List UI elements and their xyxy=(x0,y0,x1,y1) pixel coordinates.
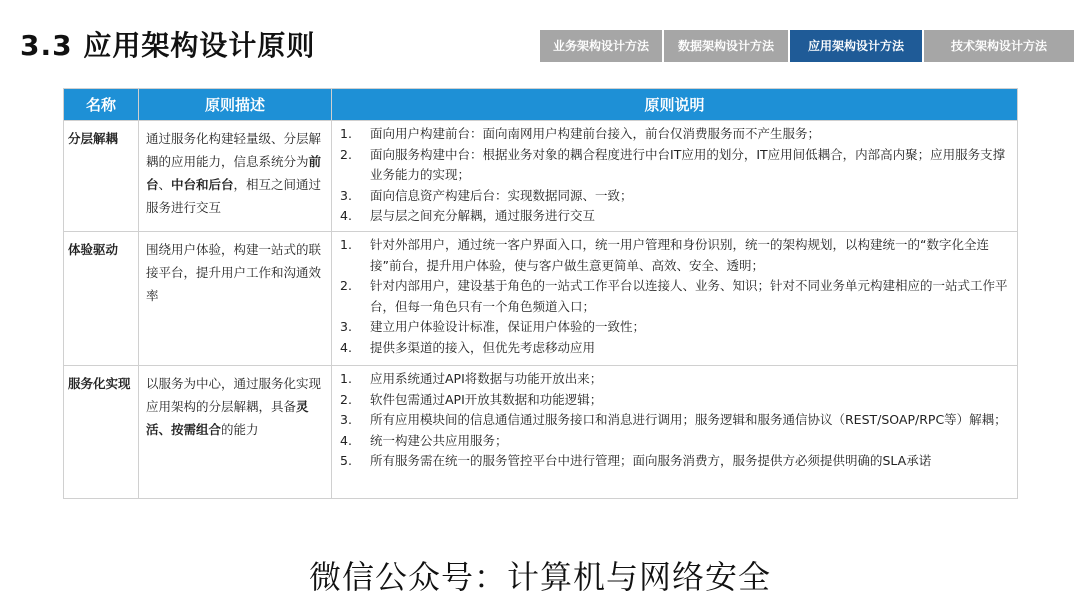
wechat-watermark: 微信公众号：计算机与网络安全 xyxy=(308,558,771,596)
item-number: 2. xyxy=(340,146,352,162)
item-number: 2. xyxy=(340,391,352,407)
item-text: 层与层之间充分解耦，通过服务进行交互 xyxy=(370,208,596,223)
tab-business-architecture[interactable]: 业务架构设计方法 xyxy=(540,30,662,62)
list-item xyxy=(340,390,1009,411)
list-item xyxy=(340,338,1009,359)
tab-technology-architecture[interactable]: 技术架构设计方法 xyxy=(924,30,1074,62)
page-title: 3.3 应用架构设计原则 xyxy=(20,29,316,62)
list-item xyxy=(340,206,1009,227)
principle-explanation xyxy=(332,366,1018,499)
principle-name: 服务化实现 xyxy=(64,366,139,499)
list-item xyxy=(340,186,1009,207)
list-item xyxy=(340,124,1009,145)
list-item xyxy=(340,369,1009,390)
item-number: 2. xyxy=(340,278,352,293)
item-text: 面向用户构建前台：面向南网用户构建前台接入，前台仅消费服务而不产生服务； xyxy=(370,126,821,141)
list-item xyxy=(340,317,1009,338)
item-number: 4. xyxy=(340,208,352,223)
description-text: 通过服务化构建轻量级、分层解耦的应用能力，信息系统分为 xyxy=(146,131,322,169)
table-row xyxy=(64,232,1018,366)
table-header-row xyxy=(64,89,1018,121)
item-text: 提供多渠道的接入，但优先考虑移动应用 xyxy=(370,339,596,355)
principle-description xyxy=(139,366,332,499)
principle-name: 体验驱动 xyxy=(64,232,139,366)
description-text: 以服务为中心，通过服务化实现应用架构的分层解耦，具备 xyxy=(146,376,322,414)
list-item xyxy=(340,235,1009,276)
item-text: 针对外部用户，通过统一客户界面入口，统一用户管理和身份识别，统一的架构规划，以构建统一的“数字化全连接”前台，提升用户体验，使与客户做生意更简单、高效、安全、透明； xyxy=(370,237,989,273)
item-number: 3. xyxy=(340,319,352,334)
description-emphasis: 前台 xyxy=(146,154,322,192)
description-text: 的能力 xyxy=(221,422,259,437)
list-item xyxy=(340,431,1009,452)
item-number: 5. xyxy=(340,453,352,468)
description-emphasis: 灵活、按需组合 xyxy=(146,399,309,437)
item-number: 4. xyxy=(340,432,352,448)
tab-data-architecture[interactable]: 数据架构设计方法 xyxy=(664,30,788,62)
item-number: 1. xyxy=(340,371,352,386)
list-item xyxy=(340,276,1009,317)
list-item xyxy=(340,145,1009,186)
item-text: 针对内部用户，建设基于角色的一站式工作平台以连接人、业务、知识；针对不同业务单元构建相应的一站式工作平台，但每一角色只有一个角色频道入口； xyxy=(370,278,1008,314)
description-emphasis: 中台和后台 xyxy=(171,177,234,192)
principle-description xyxy=(139,121,332,232)
item-text: 所有应用模块间的信息通信通过服务接口和消息进行调用；服务逻辑和服务通信协议（REST/SOAP/RPC等）解耦； xyxy=(370,412,1007,427)
item-text: 所有服务需在统一的服务管控平台中进行管理；面向服务消费方，服务提供方必须提供明确的SLA承诺 xyxy=(370,453,932,468)
principle-name: 分层解耦 xyxy=(64,121,139,232)
list-item xyxy=(340,451,1009,472)
description-text: ，相互之间通过服务进行交互 xyxy=(146,177,322,215)
principle-description xyxy=(139,232,332,366)
description-text: 、 xyxy=(158,177,172,192)
item-text: 统一构建公共应用服务； xyxy=(370,432,508,448)
principle-explanation xyxy=(332,232,1018,366)
table-row xyxy=(64,366,1018,499)
item-text: 应用系统通过API将数据与功能开放出来； xyxy=(370,371,603,386)
item-number: 4. xyxy=(340,339,352,355)
header-name: 名称 xyxy=(64,89,139,121)
principles-table xyxy=(63,88,1018,499)
header-description: 原则描述 xyxy=(139,89,332,121)
tab-application-architecture[interactable]: 应用架构设计方法 xyxy=(790,30,922,62)
header-explanation: 原则说明 xyxy=(332,89,1018,121)
method-nav-tabs xyxy=(540,30,1074,62)
item-text: 面向信息资产构建后台：实现数据同源、一致； xyxy=(370,187,633,203)
principle-explanation xyxy=(332,121,1018,232)
item-number: 1. xyxy=(340,126,352,141)
description-text: 围绕用户体验，构建一站式的联接平台，提升用户工作和沟通效率 xyxy=(146,242,322,303)
item-number: 3. xyxy=(340,412,352,427)
item-text: 建立用户体验设计标准，保证用户体验的一致性； xyxy=(370,319,646,334)
table-row xyxy=(64,121,1018,232)
item-text: 软件包需通过API开放其数据和功能逻辑； xyxy=(370,391,603,407)
item-text: 面向服务构建中台：根据业务对象的耦合程度进行中台IT应用的划分，IT应用间低耦合，内部高内聚；应用服务支撑业务能力的实现； xyxy=(370,146,1006,182)
list-item xyxy=(340,410,1009,431)
item-number: 1. xyxy=(340,237,352,252)
item-number: 3. xyxy=(340,187,352,203)
